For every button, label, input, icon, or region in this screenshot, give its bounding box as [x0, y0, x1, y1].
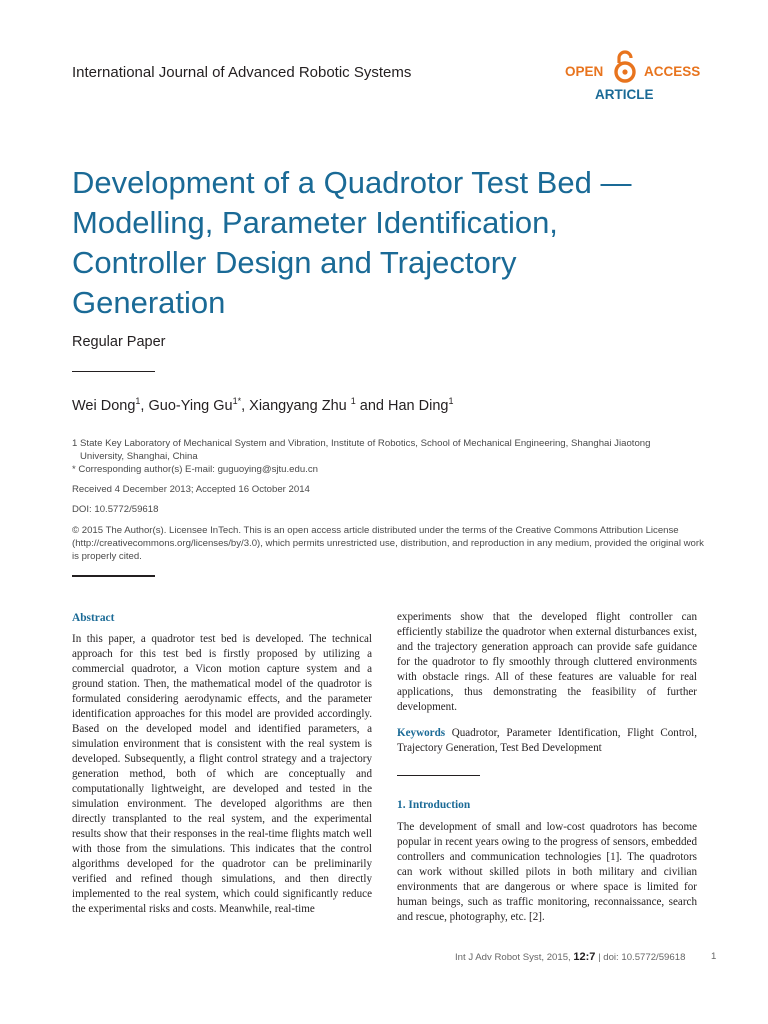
open-lock-icon [610, 50, 640, 84]
doi: DOI: 10.5772/59618 [72, 504, 159, 515]
keywords-label: Keywords [397, 727, 446, 739]
keywords [397, 726, 697, 756]
citation-volume: 12:7 [573, 951, 596, 963]
author-list: Wei Dong$^1$, Guo-Ying $Gu^{1*}$, Xiangyang Zhu $^1$ and Han Ding$^1$ [72, 396, 454, 414]
journal-name: International Journal of Advanced Robotic Systems [72, 64, 412, 81]
author-affiliation-mark: 1 [448, 396, 454, 406]
open-access-logo [563, 50, 703, 110]
author-name: Wei Dong [72, 397, 136, 414]
introduction-text: The development of small and low-cost quadrotors has become popular in recent years owing to the progress of sensors, embedded controllers and communication technologies [1]. The quadrotors can work without skilled pilots in both military and civilian environments that are dangerous or where space is limited for human beings, such as traffic monitoring, reconnaissance, search and rescue, photography, etc. [2]. [397, 821, 697, 923]
received-dates: Received 4 December 2013; Accepted 16 October 2014 [72, 484, 310, 495]
open-label: OPEN [565, 64, 604, 79]
divider [397, 775, 480, 776]
introduction-heading: 1. Introduction [397, 799, 471, 811]
citation-doi: | doi: 10.5772/59618 [595, 952, 686, 963]
footer-citation [455, 951, 685, 963]
abstract-heading: Abstract [72, 612, 115, 624]
paper-type: Regular Paper [72, 334, 166, 350]
keywords-text: Quadrotor, Parameter Identification, Flight Control, Trajectory Generation, Test Bed Development [397, 727, 697, 754]
abstract-column-left [72, 611, 372, 917]
abstract-text-part1: In this paper, a quadrotor test bed is developed. The technical approach for this test bed is firstly proposed by utilizing a commercial quadrotor, a Vicon motion capture system and a ground station. Then, the mathematical model of the quadrotor is formulated considering aerodynamic effects, and the parameter identification approaches for this model are provided accordingly. Based on the developed model and identified parameters, a simulation environment that is consistent with the real system is developed. Subsequently, a flight control strategy and a trajectory generation method, both of which are conceptually and computationally lightweight, are developed and tested in the simulation environment. The developed algorithms are then directly transplanted to the real system, and the experimental results show that their responses in the real-time flights match well with those from the simulations. This indicates that the control algorithms developed for the quadrotor can be preliminarily verified and refined though simulations, and then directly implemented to the real system, which could significantly reduce the experimental risks and costs. Meanwhile, real-time [72, 633, 372, 915]
license-text: © 2015 The Author(s). Licensee InTech. This is an open access article distributed under the terms of the Creative Commons Attribution License (http://creativecommons.org/licenses/by/3.0), which permits unrestricted use, distribution, and reproduction in any medium, provided the original work is properly cited. [72, 525, 704, 562]
divider [72, 575, 155, 577]
citation-prefix: Int J Adv Robot Syst, 2015, [455, 952, 574, 963]
page-number: 1 [711, 951, 717, 962]
author-name: Guo-Ying Gu [148, 397, 233, 414]
article-label: ARTICLE [595, 87, 654, 102]
author-affiliation-mark: 1* [232, 396, 242, 406]
affiliation [72, 437, 697, 476]
author-affiliation-mark: 1 [135, 396, 141, 406]
paper-title: Development of a Quadrotor Test Bed — Modelling, Parameter Identification, Controller Design and Trajectory Generation [72, 165, 632, 320]
author-name: Xiangyang Zhu [249, 397, 351, 414]
column-right [397, 610, 697, 925]
abstract-text-part2: experiments show that the developed flight controller can efficiently stabilize the quadrotor when external disturbances exist, and the trajectory generation approach can provide safe guidance for the quadrotor to fly smoothly through cluttered environments with obstacle rings. All of these features are valuable for real applications, thus demonstrating the feasibility of further development. [397, 611, 697, 713]
divider [72, 371, 155, 372]
author-affiliation-mark: 1 [350, 396, 356, 406]
author-name: Han Ding [388, 397, 449, 414]
access-label: ACCESS [644, 64, 701, 79]
corresponding-author: * Corresponding author(s) E-mail: guguoying@sjtu.edu.cn [72, 464, 318, 475]
affiliation-line: 1 State Key Laboratory of Mechanical System and Vibration, Institute of Robotics, School of Mechanical Engineering, Shanghai Jiaotong [72, 438, 651, 449]
affiliation-line: University, Shanghai, China [80, 451, 198, 462]
